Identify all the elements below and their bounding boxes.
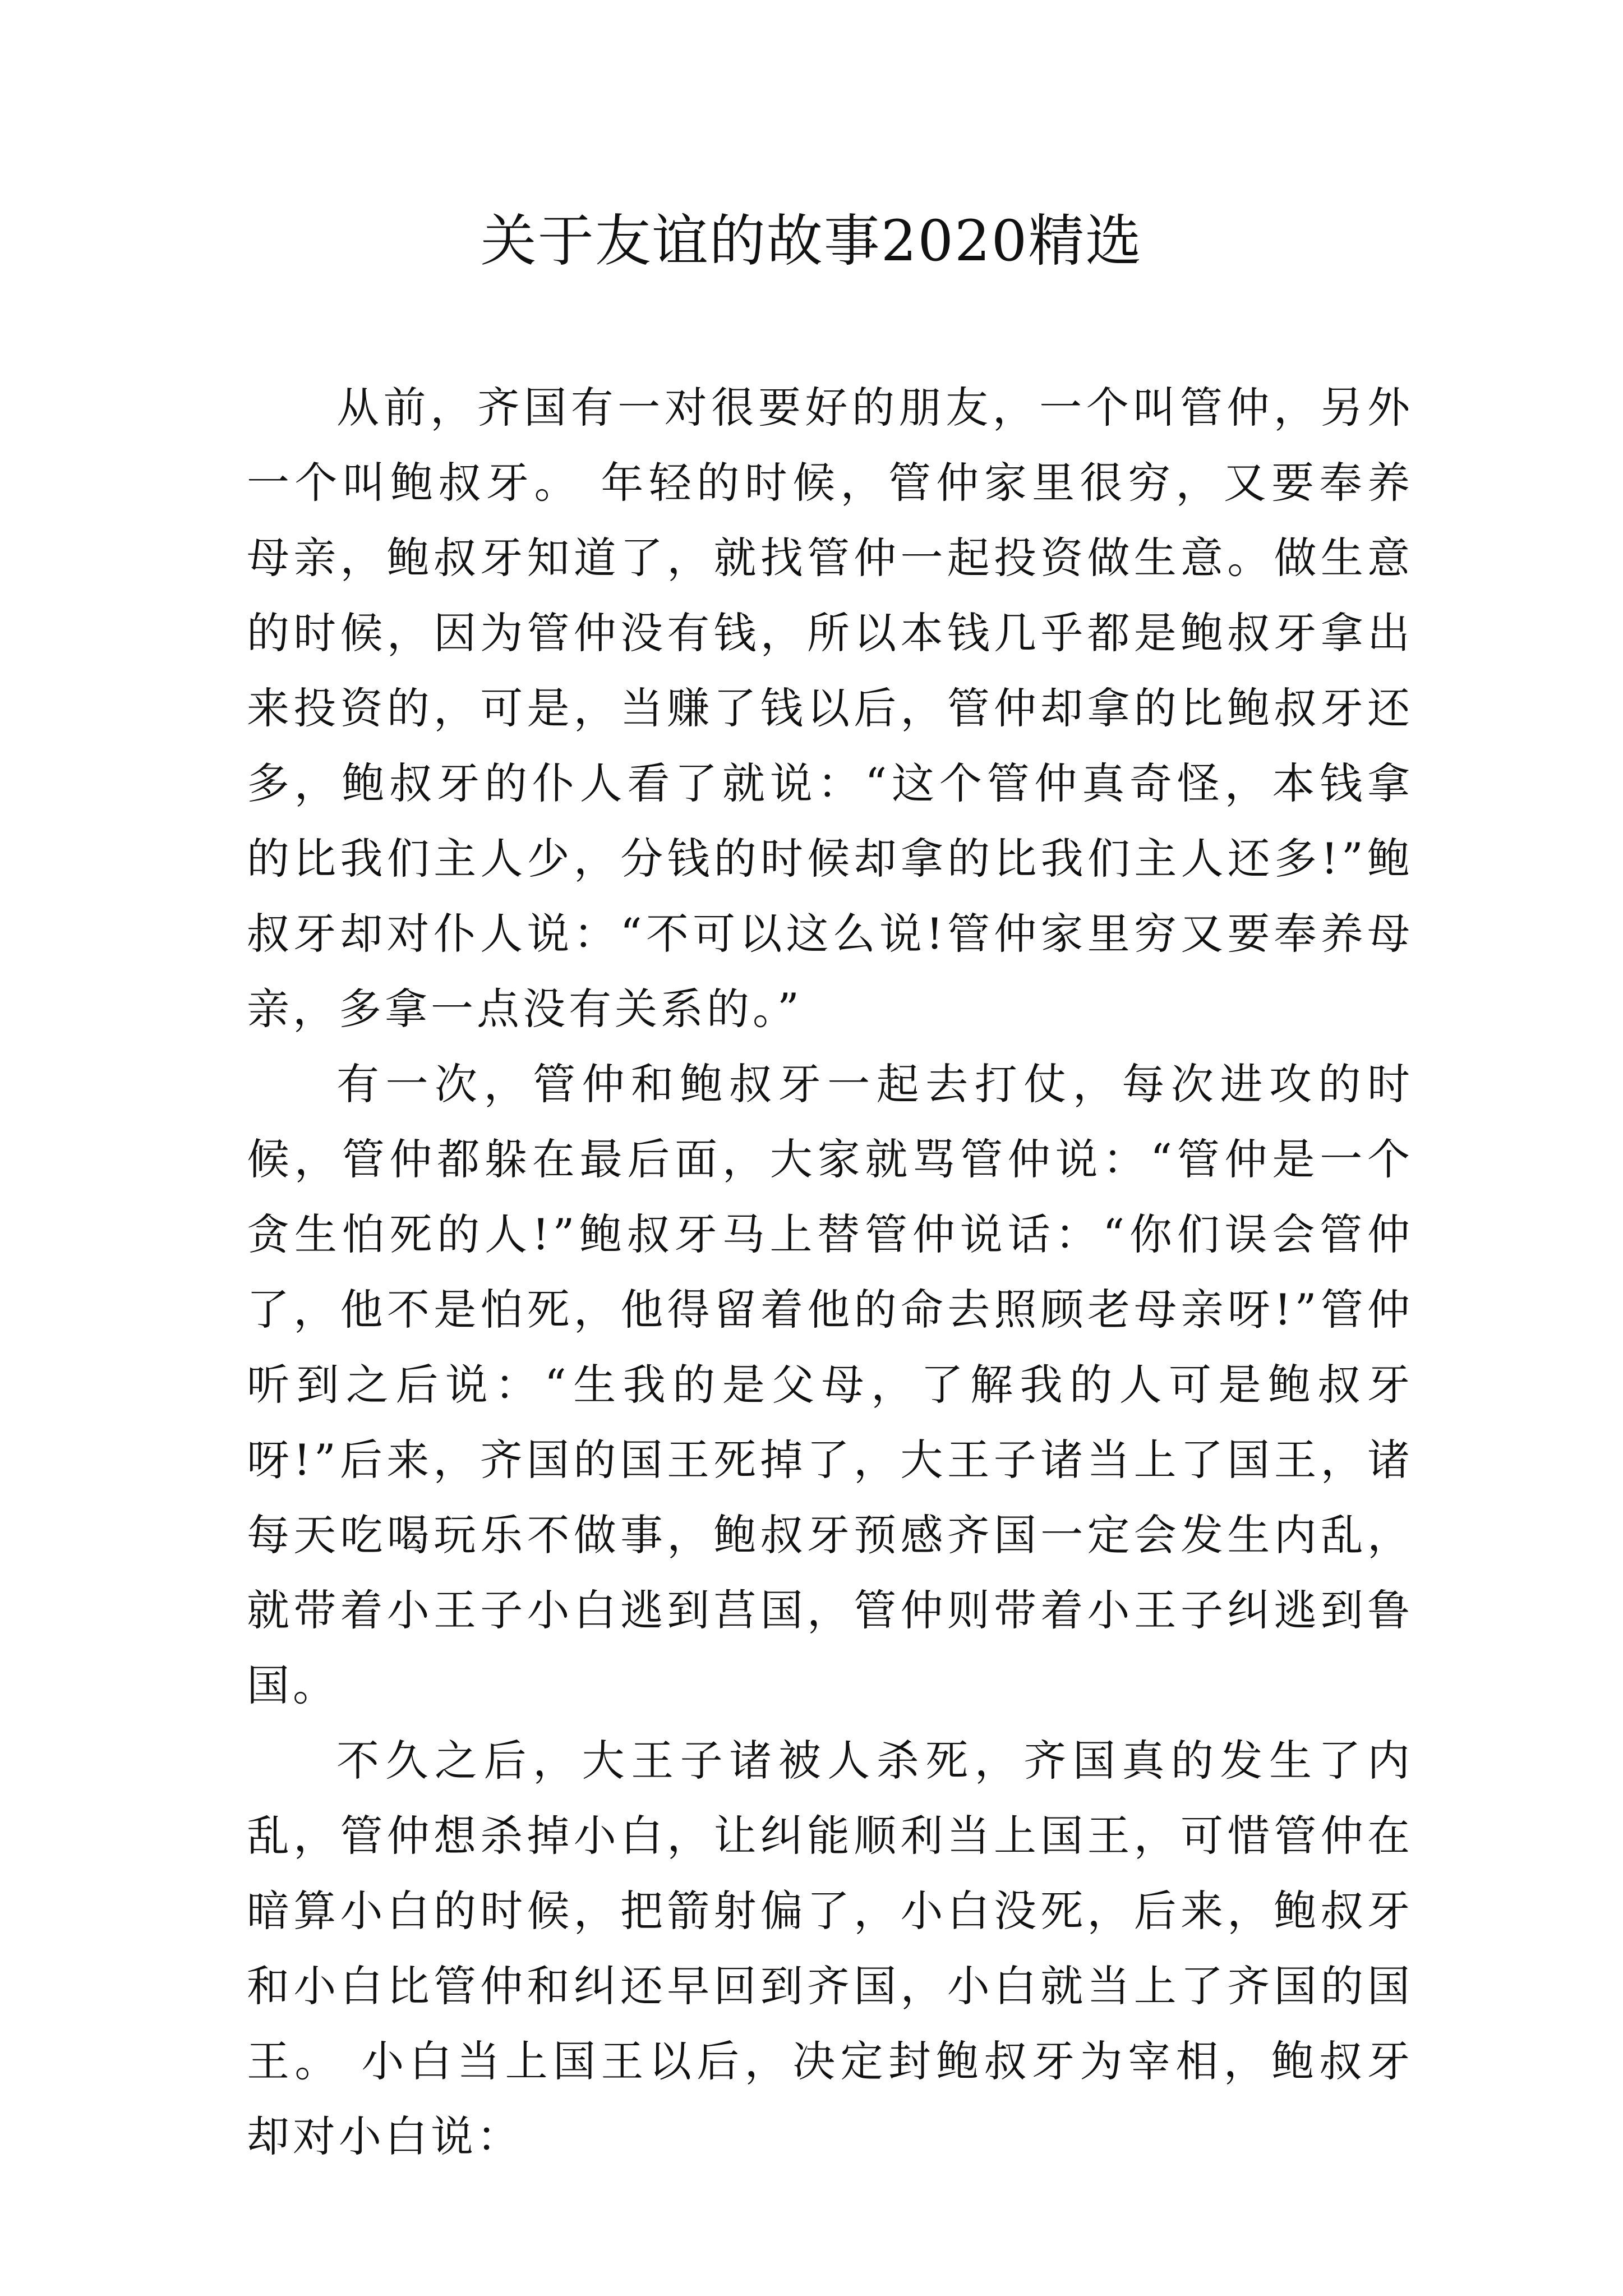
paragraph-2: 有一次，管仲和鲍叔牙一起去打仗，每次进攻的时候，管仲都躲在最后面，大家就骂管仲说：“管仲是一个贪生怕死的人!”鲍叔牙马上替管仲说话：“你们误会管仲了，他不是怕死，他得留着他的命去照顾老母亲呀!”管仲听到之后说：“生我的是父母，了解我的人可是鲍叔牙呀!”后来，齐国的国王死掉了，大王子诸当上了国王，诸每天吃喝玩乐不做事，鲍叔牙预感齐国一定会发生内乱，就带着小王子小白逃到莒国，管仲则带着小王子纠逃到鲁国。	[247, 1059, 1413, 1710]
paragraph-3: 不久之后，大王子诸被人杀死，齐国真的发生了内乱，管仲想杀掉小白，让纠能顺利当上国王，可惜管仲在暗算小白的时候，把箭射偏了，小白没死，后来，鲍叔牙和小白比管仲和纠还早回到齐国，小白就当上了齐国的国王。 小白当上国王以后，决定封鲍叔牙为宰相，鲍叔牙却对小白说：	[247, 1736, 1413, 2161]
document-title: 关于友谊的故事2020精选	[480, 208, 1143, 274]
document-body	[247, 370, 1413, 2174]
paragraph-1: 从前，齐国有一对很要好的朋友，一个叫管仲，另外一个叫鲍叔牙。 年轻的时候，管仲家里很穷，又要奉养母亲，鲍叔牙知道了，就找管仲一起投资做生意。做生意的时候，因为管仲没有钱，所以本钱几乎都是鲍叔牙拿出来投资的，可是，当赚了钱以后，管仲却拿的比鲍叔牙还多，鲍叔牙的仆人看了就说：“这个管仲真奇怪，本钱拿的比我们主人少，分钱的时候却拿的比我们主人还多!”鲍叔牙却对仆人说：“不可以这么说!管仲家里穷又要奉养母亲，多拿一点没有关系的。”	[247, 383, 1413, 1034]
